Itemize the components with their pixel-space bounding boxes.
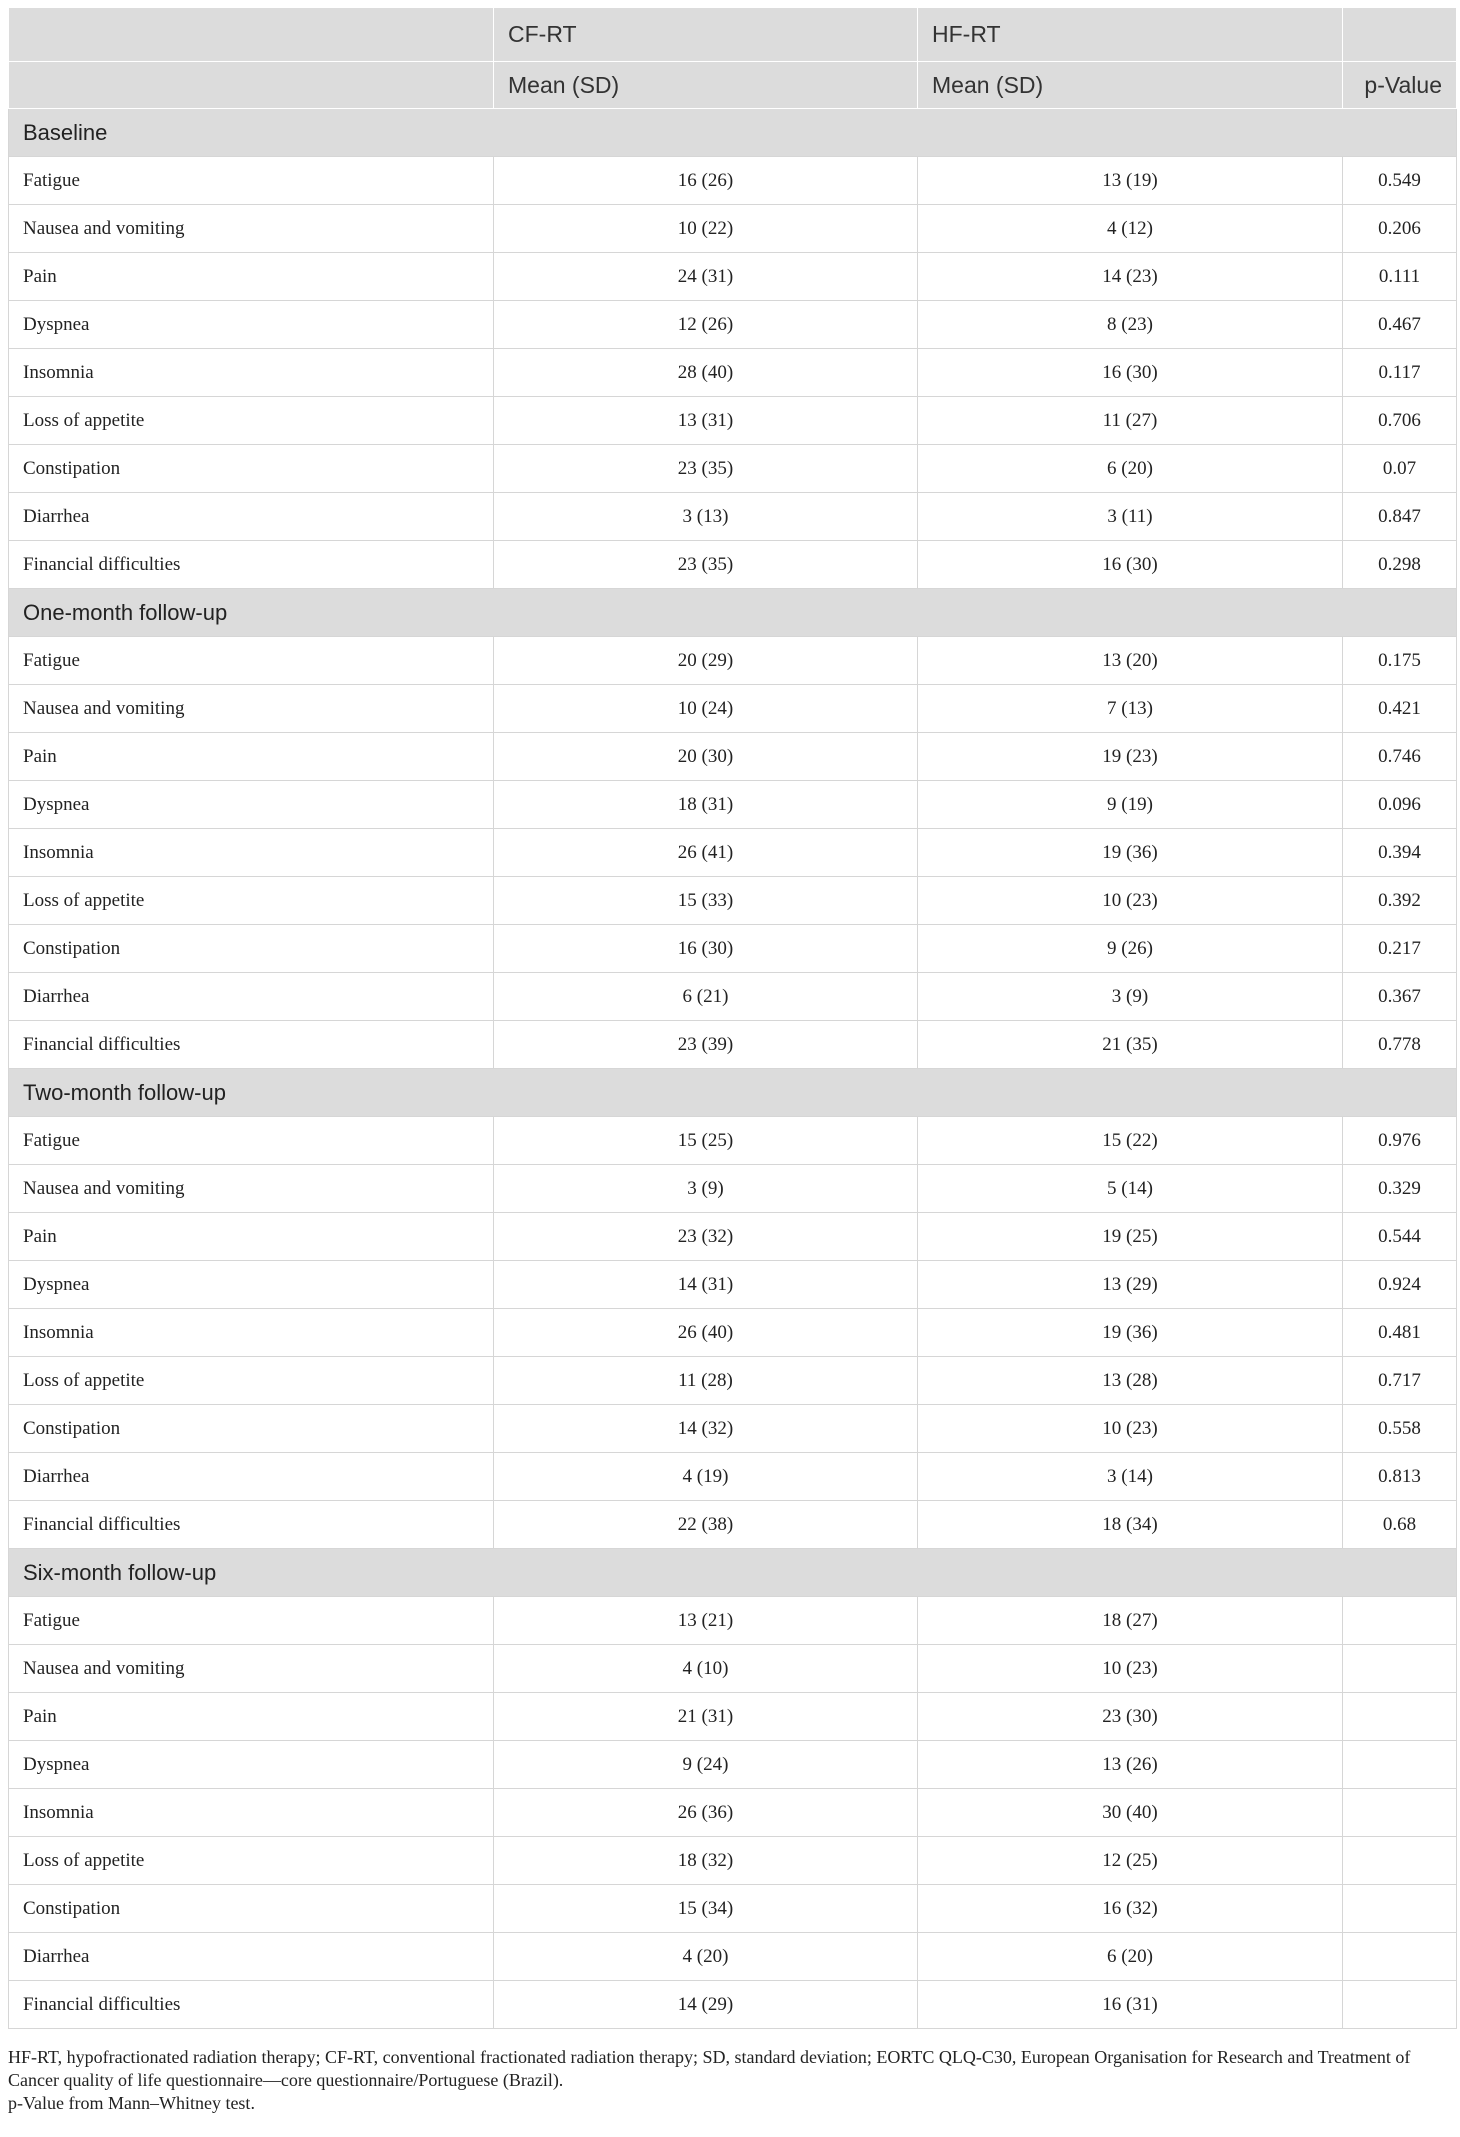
row-label: Fatigue bbox=[9, 157, 494, 205]
symptom-scores-table bbox=[8, 7, 1457, 2029]
table-row bbox=[9, 685, 1457, 733]
table-row bbox=[9, 1885, 1457, 1933]
footnote-abbreviations: HF-RT, hypofractionated radiation therapy; CF-RT, conventional fractionated radiation therapy; SD, standard deviation; EORTC QLQ-C30, European Organisation for Research and Treatment of Cancer quality of life questionnaire—core questionnaire/Portuguese (Brazil). bbox=[8, 2047, 1411, 2090]
cf-rt-value: 9 (24) bbox=[494, 1741, 918, 1789]
row-label: Fatigue bbox=[9, 1597, 494, 1645]
p-value: 0.558 bbox=[1343, 1405, 1457, 1453]
cf-rt-value: 26 (40) bbox=[494, 1309, 918, 1357]
cf-rt-value: 23 (32) bbox=[494, 1213, 918, 1261]
header-hf-rt: HF-RT bbox=[918, 8, 1343, 62]
row-label: Financial difficulties bbox=[9, 1021, 494, 1069]
p-value bbox=[1343, 1693, 1457, 1741]
p-value: 0.217 bbox=[1343, 925, 1457, 973]
cf-rt-value: 12 (26) bbox=[494, 301, 918, 349]
hf-rt-value: 19 (36) bbox=[918, 829, 1343, 877]
table-row bbox=[9, 493, 1457, 541]
p-value: 0.421 bbox=[1343, 685, 1457, 733]
hf-rt-value: 3 (14) bbox=[918, 1453, 1343, 1501]
cf-rt-value: 23 (35) bbox=[494, 445, 918, 493]
cf-rt-value: 21 (31) bbox=[494, 1693, 918, 1741]
table-row bbox=[9, 877, 1457, 925]
row-label: Nausea and vomiting bbox=[9, 1165, 494, 1213]
row-label: Constipation bbox=[9, 1405, 494, 1453]
table-row bbox=[9, 1837, 1457, 1885]
table-row bbox=[9, 1117, 1457, 1165]
cf-rt-value: 20 (30) bbox=[494, 733, 918, 781]
hf-rt-value: 30 (40) bbox=[918, 1789, 1343, 1837]
cf-rt-value: 23 (39) bbox=[494, 1021, 918, 1069]
p-value: 0.206 bbox=[1343, 205, 1457, 253]
row-label: Nausea and vomiting bbox=[9, 685, 494, 733]
p-value bbox=[1343, 1837, 1457, 1885]
row-label: Dyspnea bbox=[9, 781, 494, 829]
p-value: 0.096 bbox=[1343, 781, 1457, 829]
section-header-row bbox=[9, 589, 1457, 637]
row-label: Nausea and vomiting bbox=[9, 205, 494, 253]
header-empty-cell bbox=[1343, 8, 1457, 62]
row-label: Insomnia bbox=[9, 1309, 494, 1357]
cf-rt-value: 16 (30) bbox=[494, 925, 918, 973]
cf-rt-value: 15 (33) bbox=[494, 877, 918, 925]
table-row bbox=[9, 1405, 1457, 1453]
hf-rt-value: 16 (30) bbox=[918, 349, 1343, 397]
cf-rt-value: 3 (9) bbox=[494, 1165, 918, 1213]
table-row bbox=[9, 829, 1457, 877]
p-value bbox=[1343, 1597, 1457, 1645]
row-label: Dyspnea bbox=[9, 301, 494, 349]
p-value: 0.07 bbox=[1343, 445, 1457, 493]
row-label: Loss of appetite bbox=[9, 1357, 494, 1405]
table-row bbox=[9, 637, 1457, 685]
p-value bbox=[1343, 1789, 1457, 1837]
hf-rt-value: 10 (23) bbox=[918, 1645, 1343, 1693]
cf-rt-value: 20 (29) bbox=[494, 637, 918, 685]
row-label: Diarrhea bbox=[9, 1453, 494, 1501]
hf-rt-value: 8 (23) bbox=[918, 301, 1343, 349]
section-header-row bbox=[9, 109, 1457, 157]
p-value: 0.717 bbox=[1343, 1357, 1457, 1405]
table-row bbox=[9, 973, 1457, 1021]
header-row-stats bbox=[9, 62, 1457, 109]
hf-rt-value: 10 (23) bbox=[918, 877, 1343, 925]
hf-rt-value: 13 (28) bbox=[918, 1357, 1343, 1405]
p-value: 0.367 bbox=[1343, 973, 1457, 1021]
row-label: Loss of appetite bbox=[9, 397, 494, 445]
row-label: Constipation bbox=[9, 1885, 494, 1933]
p-value: 0.746 bbox=[1343, 733, 1457, 781]
p-value: 0.481 bbox=[1343, 1309, 1457, 1357]
row-label: Fatigue bbox=[9, 1117, 494, 1165]
cf-rt-value: 28 (40) bbox=[494, 349, 918, 397]
table-row bbox=[9, 1501, 1457, 1549]
p-value: 0.467 bbox=[1343, 301, 1457, 349]
cf-rt-value: 11 (28) bbox=[494, 1357, 918, 1405]
hf-rt-value: 16 (30) bbox=[918, 541, 1343, 589]
row-label: Nausea and vomiting bbox=[9, 1645, 494, 1693]
table-row bbox=[9, 349, 1457, 397]
p-value: 0.111 bbox=[1343, 253, 1457, 301]
cf-rt-value: 13 (21) bbox=[494, 1597, 918, 1645]
table-container bbox=[8, 7, 1456, 2029]
p-value: 0.175 bbox=[1343, 637, 1457, 685]
footnote-p-value: p-Value from Mann–Whitney test. bbox=[8, 2093, 255, 2113]
hf-rt-value: 21 (35) bbox=[918, 1021, 1343, 1069]
row-label: Insomnia bbox=[9, 349, 494, 397]
p-value: 0.68 bbox=[1343, 1501, 1457, 1549]
header-row-groups bbox=[9, 8, 1457, 62]
table-row bbox=[9, 397, 1457, 445]
header-empty-cell bbox=[9, 8, 494, 62]
row-label: Insomnia bbox=[9, 1789, 494, 1837]
table-row bbox=[9, 1213, 1457, 1261]
cf-rt-value: 14 (32) bbox=[494, 1405, 918, 1453]
table-row bbox=[9, 733, 1457, 781]
cf-rt-value: 22 (38) bbox=[494, 1501, 918, 1549]
cf-rt-value: 15 (25) bbox=[494, 1117, 918, 1165]
hf-rt-value: 12 (25) bbox=[918, 1837, 1343, 1885]
hf-rt-value: 6 (20) bbox=[918, 445, 1343, 493]
section-title: Two-month follow-up bbox=[9, 1069, 1457, 1117]
cf-rt-value: 10 (22) bbox=[494, 205, 918, 253]
section-title: One-month follow-up bbox=[9, 589, 1457, 637]
hf-rt-value: 18 (27) bbox=[918, 1597, 1343, 1645]
table-row bbox=[9, 925, 1457, 973]
table-header bbox=[9, 8, 1457, 109]
header-empty-cell bbox=[9, 62, 494, 109]
table-row bbox=[9, 1981, 1457, 2029]
table-body bbox=[9, 109, 1457, 2029]
row-label: Pain bbox=[9, 1693, 494, 1741]
cf-rt-value: 16 (26) bbox=[494, 157, 918, 205]
table-row bbox=[9, 1933, 1457, 1981]
hf-rt-value: 19 (36) bbox=[918, 1309, 1343, 1357]
row-label: Diarrhea bbox=[9, 973, 494, 1021]
cf-rt-value: 24 (31) bbox=[494, 253, 918, 301]
hf-rt-value: 19 (23) bbox=[918, 733, 1343, 781]
row-label: Diarrhea bbox=[9, 493, 494, 541]
p-value: 0.329 bbox=[1343, 1165, 1457, 1213]
table-row bbox=[9, 1789, 1457, 1837]
cf-rt-value: 14 (31) bbox=[494, 1261, 918, 1309]
table-row bbox=[9, 157, 1457, 205]
p-value: 0.778 bbox=[1343, 1021, 1457, 1069]
p-value bbox=[1343, 1885, 1457, 1933]
p-value bbox=[1343, 1645, 1457, 1693]
cf-rt-value: 23 (35) bbox=[494, 541, 918, 589]
cf-rt-value: 26 (41) bbox=[494, 829, 918, 877]
row-label: Dyspnea bbox=[9, 1741, 494, 1789]
section-title: Six-month follow-up bbox=[9, 1549, 1457, 1597]
table-row bbox=[9, 253, 1457, 301]
row-label: Pain bbox=[9, 1213, 494, 1261]
p-value bbox=[1343, 1981, 1457, 2029]
header-cf-rt: CF-RT bbox=[494, 8, 918, 62]
p-value: 0.392 bbox=[1343, 877, 1457, 925]
p-value: 0.924 bbox=[1343, 1261, 1457, 1309]
table-row bbox=[9, 1693, 1457, 1741]
table-row bbox=[9, 1021, 1457, 1069]
row-label: Constipation bbox=[9, 445, 494, 493]
p-value: 0.117 bbox=[1343, 349, 1457, 397]
hf-rt-value: 13 (19) bbox=[918, 157, 1343, 205]
cf-rt-value: 4 (20) bbox=[494, 1933, 918, 1981]
cf-rt-value: 18 (31) bbox=[494, 781, 918, 829]
table-row bbox=[9, 1741, 1457, 1789]
hf-rt-value: 13 (20) bbox=[918, 637, 1343, 685]
row-label: Loss of appetite bbox=[9, 1837, 494, 1885]
row-label: Pain bbox=[9, 253, 494, 301]
cf-rt-value: 13 (31) bbox=[494, 397, 918, 445]
table-footnotes bbox=[8, 2046, 1448, 2115]
p-value: 0.976 bbox=[1343, 1117, 1457, 1165]
row-label: Dyspnea bbox=[9, 1261, 494, 1309]
hf-rt-value: 9 (19) bbox=[918, 781, 1343, 829]
table-row bbox=[9, 301, 1457, 349]
table-row bbox=[9, 1357, 1457, 1405]
cf-rt-value: 6 (21) bbox=[494, 973, 918, 1021]
row-label: Financial difficulties bbox=[9, 1981, 494, 2029]
table-row bbox=[9, 205, 1457, 253]
p-value: 0.298 bbox=[1343, 541, 1457, 589]
cf-rt-value: 3 (13) bbox=[494, 493, 918, 541]
cf-rt-value: 18 (32) bbox=[494, 1837, 918, 1885]
cf-rt-value: 26 (36) bbox=[494, 1789, 918, 1837]
cf-rt-value: 14 (29) bbox=[494, 1981, 918, 2029]
hf-rt-value: 23 (30) bbox=[918, 1693, 1343, 1741]
cf-rt-value: 4 (10) bbox=[494, 1645, 918, 1693]
row-label: Financial difficulties bbox=[9, 541, 494, 589]
hf-rt-value: 13 (29) bbox=[918, 1261, 1343, 1309]
header-p-value: p-Value bbox=[1343, 62, 1457, 109]
row-label: Fatigue bbox=[9, 637, 494, 685]
table-row bbox=[9, 1645, 1457, 1693]
section-header-row bbox=[9, 1549, 1457, 1597]
header-cf-mean-sd: Mean (SD) bbox=[494, 62, 918, 109]
p-value: 0.549 bbox=[1343, 157, 1457, 205]
header-hf-mean-sd: Mean (SD) bbox=[918, 62, 1343, 109]
cf-rt-value: 15 (34) bbox=[494, 1885, 918, 1933]
row-label: Diarrhea bbox=[9, 1933, 494, 1981]
section-title: Baseline bbox=[9, 109, 1457, 157]
p-value bbox=[1343, 1741, 1457, 1789]
hf-rt-value: 3 (9) bbox=[918, 973, 1343, 1021]
table-row bbox=[9, 541, 1457, 589]
table-row bbox=[9, 1261, 1457, 1309]
p-value: 0.847 bbox=[1343, 493, 1457, 541]
hf-rt-value: 15 (22) bbox=[918, 1117, 1343, 1165]
row-label: Financial difficulties bbox=[9, 1501, 494, 1549]
cf-rt-value: 10 (24) bbox=[494, 685, 918, 733]
p-value: 0.544 bbox=[1343, 1213, 1457, 1261]
table-row bbox=[9, 445, 1457, 493]
p-value bbox=[1343, 1933, 1457, 1981]
hf-rt-value: 16 (31) bbox=[918, 1981, 1343, 2029]
p-value: 0.706 bbox=[1343, 397, 1457, 445]
hf-rt-value: 10 (23) bbox=[918, 1405, 1343, 1453]
row-label: Constipation bbox=[9, 925, 494, 973]
hf-rt-value: 4 (12) bbox=[918, 205, 1343, 253]
row-label: Loss of appetite bbox=[9, 877, 494, 925]
hf-rt-value: 16 (32) bbox=[918, 1885, 1343, 1933]
row-label: Pain bbox=[9, 733, 494, 781]
table-row bbox=[9, 1309, 1457, 1357]
p-value: 0.813 bbox=[1343, 1453, 1457, 1501]
table-row bbox=[9, 1597, 1457, 1645]
hf-rt-value: 18 (34) bbox=[918, 1501, 1343, 1549]
table-row bbox=[9, 781, 1457, 829]
hf-rt-value: 14 (23) bbox=[918, 253, 1343, 301]
p-value: 0.394 bbox=[1343, 829, 1457, 877]
hf-rt-value: 3 (11) bbox=[918, 493, 1343, 541]
row-label: Insomnia bbox=[9, 829, 494, 877]
hf-rt-value: 9 (26) bbox=[918, 925, 1343, 973]
table-row bbox=[9, 1453, 1457, 1501]
hf-rt-value: 11 (27) bbox=[918, 397, 1343, 445]
cf-rt-value: 4 (19) bbox=[494, 1453, 918, 1501]
hf-rt-value: 5 (14) bbox=[918, 1165, 1343, 1213]
hf-rt-value: 13 (26) bbox=[918, 1741, 1343, 1789]
table-row bbox=[9, 1165, 1457, 1213]
section-header-row bbox=[9, 1069, 1457, 1117]
hf-rt-value: 6 (20) bbox=[918, 1933, 1343, 1981]
hf-rt-value: 7 (13) bbox=[918, 685, 1343, 733]
hf-rt-value: 19 (25) bbox=[918, 1213, 1343, 1261]
